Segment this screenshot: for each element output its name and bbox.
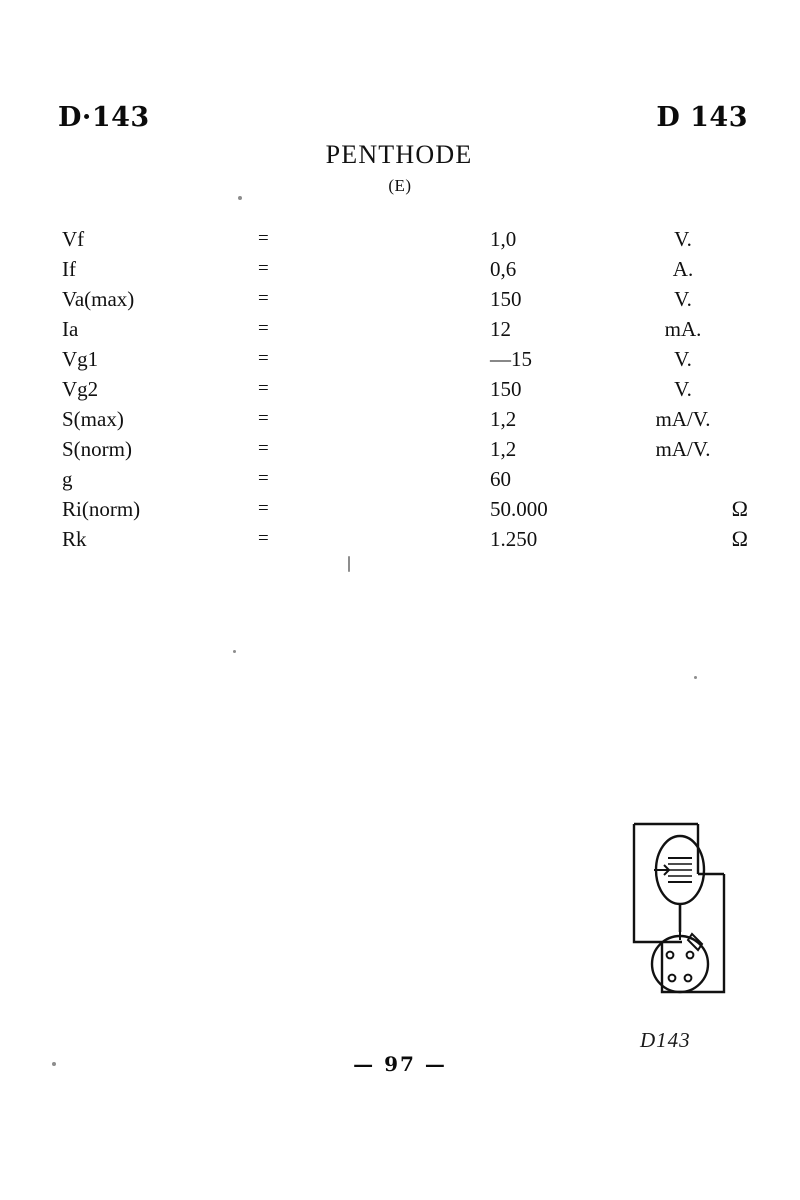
equals-sign: = xyxy=(258,348,269,369)
table-row xyxy=(58,434,748,464)
parameter-label: g xyxy=(62,467,73,491)
parameter-label: If xyxy=(62,257,76,281)
parameter-unit: Ω xyxy=(731,496,748,521)
page-subtitle: (E) xyxy=(388,176,412,195)
parameter-value: 0,6 xyxy=(490,257,517,281)
equals-sign: = xyxy=(258,438,269,459)
parameter-label: Vg2 xyxy=(62,377,99,401)
equals-sign: = xyxy=(258,318,269,339)
parameter-unit: mA/V. xyxy=(655,407,711,431)
parameter-label: Ia xyxy=(62,317,79,341)
parameter-unit: mA/V. xyxy=(655,437,711,461)
equals-sign: = xyxy=(258,468,269,489)
table-row xyxy=(58,254,748,284)
parameter-unit: Ω xyxy=(731,526,748,551)
table-row xyxy=(58,374,748,404)
parameter-value: —15 xyxy=(490,347,532,371)
equals-sign: = xyxy=(258,378,269,399)
parameter-unit: V. xyxy=(674,347,692,371)
parameter-value: 150 xyxy=(490,377,522,401)
parameter-label: S(max) xyxy=(62,407,124,431)
parameter-value: 1.250 xyxy=(490,527,538,551)
page-code-right: D 143 xyxy=(656,102,748,133)
page-title-text: PENTHODE xyxy=(325,140,473,169)
parameter-value: 1,0 xyxy=(490,227,517,251)
page-code-left: D·143 xyxy=(58,102,150,133)
parameter-label: Rk xyxy=(62,527,87,551)
parameter-label: Vf xyxy=(62,227,85,251)
diagram-caption: D143 xyxy=(640,1028,691,1052)
table-row xyxy=(58,284,748,314)
table-row xyxy=(58,524,748,554)
equals-sign: = xyxy=(258,228,269,249)
parameter-value: 1,2 xyxy=(490,437,517,461)
table-row xyxy=(58,404,748,434)
parameter-value: 60 xyxy=(490,467,511,491)
parameter-label: Ri(norm) xyxy=(62,497,141,521)
parameter-unit: A. xyxy=(672,257,694,281)
equals-sign: = xyxy=(258,288,269,309)
equals-sign: = xyxy=(258,498,269,519)
table-row xyxy=(58,314,748,344)
parameter-label: Va(max) xyxy=(62,287,135,311)
table-row xyxy=(58,494,748,524)
parameter-unit: V. xyxy=(674,287,692,311)
specification-table xyxy=(58,224,748,554)
equals-sign: = xyxy=(258,528,269,549)
parameter-value: 150 xyxy=(490,287,522,311)
parameter-unit: V. xyxy=(674,227,692,251)
page-number: — 97 — xyxy=(353,1052,447,1076)
parameter-label: S(norm) xyxy=(62,437,132,461)
parameter-unit: mA. xyxy=(664,317,702,341)
equals-sign: = xyxy=(258,258,269,279)
parameter-value: 50.000 xyxy=(490,497,548,521)
parameter-unit: V. xyxy=(674,377,692,401)
scan-speck xyxy=(238,196,242,200)
page-title xyxy=(0,140,800,170)
parameter-label: Vg1 xyxy=(62,347,99,371)
equals-sign: = xyxy=(258,408,269,429)
parameter-value: 12 xyxy=(490,317,511,341)
parameter-value: 1,2 xyxy=(490,407,517,431)
scan-speck xyxy=(694,676,697,679)
scan-speck xyxy=(348,556,350,572)
table-row xyxy=(58,224,748,254)
table-row xyxy=(58,344,748,374)
tube-outline-icon xyxy=(628,812,748,1062)
scan-speck xyxy=(233,650,236,653)
tube-diagram xyxy=(628,812,748,1062)
table-row xyxy=(58,464,748,494)
